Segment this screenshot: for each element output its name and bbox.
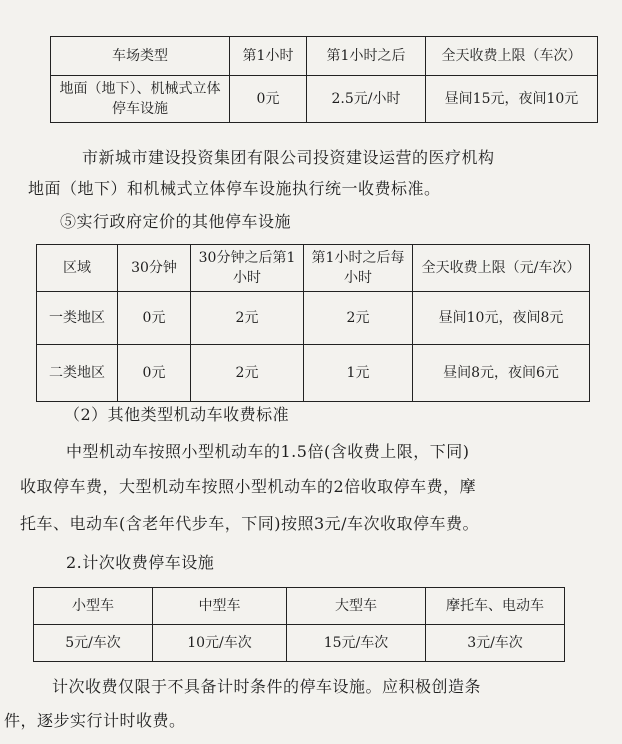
- table-header: 第1小时之后每小时: [304, 245, 413, 292]
- table-header: 第1小时: [230, 37, 307, 76]
- table-header-row: [34, 588, 565, 625]
- section-heading: 2.计次收费停车设施: [66, 553, 215, 572]
- paragraph-line: 收取停车费，大型机动车按照小型机动车的2倍收取停车费，摩: [20, 477, 477, 496]
- table-row: [34, 625, 565, 662]
- table-header: 摩托车、电动车: [426, 588, 565, 625]
- table-header: 中型车: [153, 588, 287, 625]
- table-cell: 2元: [191, 292, 304, 345]
- paragraph-line: 市新城市建设投资集团有限公司投资建设运营的医疗机构: [82, 148, 495, 167]
- table-cell: 昼间15元，夜间10元: [426, 76, 598, 123]
- table-header: 区域: [37, 245, 118, 292]
- table-cell: 0元: [118, 345, 191, 402]
- parking-fee-table-2: [36, 244, 590, 402]
- table-cell: 一类地区: [37, 292, 118, 345]
- table-header-row: [51, 37, 598, 76]
- table-header: 车场类型: [51, 37, 230, 76]
- table-cell: 昼间10元，夜间8元: [413, 292, 590, 345]
- table-header: 小型车: [34, 588, 153, 625]
- table-cell: 2元: [191, 345, 304, 402]
- table-cell: 0元: [118, 292, 191, 345]
- section-heading: ⑤实行政府定价的其他停车设施: [60, 212, 292, 231]
- table-cell: 地面（地下）、机械式立体停车设施: [51, 76, 230, 123]
- table-cell: 昼间8元，夜间6元: [413, 345, 590, 402]
- count-fee-table: [33, 587, 565, 662]
- section-heading: （2）其他类型机动车收费标准: [64, 405, 290, 424]
- table-header: 30分钟之后第1小时: [191, 245, 304, 292]
- table-row: [37, 292, 590, 345]
- paragraph-line: 托车、电动车(含老年代步车，下同)按照3元/车次收取停车费。: [20, 514, 480, 533]
- table-header: 第1小时之后: [307, 37, 426, 76]
- table-cell: 0元: [230, 76, 307, 123]
- table-header: 30分钟: [118, 245, 191, 292]
- table-row: [37, 345, 590, 402]
- paragraph-line: 地面（地下）和机械式立体停车设施执行统一收费标准。: [28, 179, 441, 198]
- table-cell: 二类地区: [37, 345, 118, 402]
- table-cell: 5元/车次: [34, 625, 153, 662]
- parking-fee-table-1: [50, 36, 598, 123]
- paragraph-line: 中型机动车按照小型机动车的1.5倍(含收费上限，下同): [66, 442, 470, 461]
- table-cell: 1元: [304, 345, 413, 402]
- table-cell: 2元: [304, 292, 413, 345]
- table-header: 大型车: [287, 588, 426, 625]
- table-cell: 3元/车次: [426, 625, 565, 662]
- table-cell: 2.5元/小时: [307, 76, 426, 123]
- table-header-row: [37, 245, 590, 292]
- table-row: [51, 76, 598, 123]
- table-cell: 15元/车次: [287, 625, 426, 662]
- paragraph-line: 计次收费仅限于不具备计时条件的停车设施。应积极创造条: [52, 677, 482, 696]
- table-header: 全天收费上限（元/车次）: [413, 245, 590, 292]
- table-cell: 10元/车次: [153, 625, 287, 662]
- table-header: 全天收费上限（车次）: [426, 37, 598, 76]
- paragraph-line: 件，逐步实行计时收费。: [4, 711, 186, 730]
